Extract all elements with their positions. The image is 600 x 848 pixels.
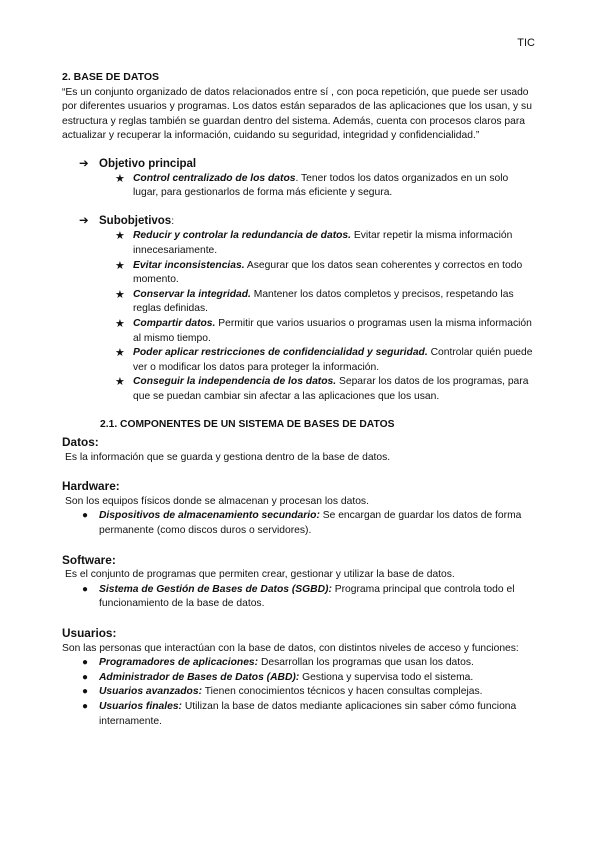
item-bold: Compartir datos. xyxy=(133,317,216,329)
item-text: Se encargan de guardar los datos de forma permanente (como discos duros o servidores). xyxy=(99,510,522,537)
document-body xyxy=(62,70,536,729)
star-bullet-icon: ★ xyxy=(115,317,125,330)
item-bold: Conseguir la independencia de los datos. xyxy=(133,376,337,388)
list-item xyxy=(62,671,536,686)
item-text: Desarrollan los programas que usan los datos. xyxy=(258,657,474,669)
list-item xyxy=(62,259,536,288)
bullet-icon: ● xyxy=(82,686,89,698)
arrow-icon: ➔ xyxy=(79,214,89,227)
subobjectives-heading xyxy=(62,214,536,230)
bullet-icon: ● xyxy=(82,657,89,669)
hardware-text: Son los equipos físicos donde se almacenan y procesan los datos. xyxy=(65,495,369,507)
item-text: Mantener los datos completos y precisos, respetando las reglas definidas. xyxy=(133,288,514,315)
bullet-icon: ● xyxy=(82,583,89,595)
star-bullet-icon: ★ xyxy=(115,376,125,389)
item-bold: Dispositivos de almacenamiento secundario: xyxy=(99,510,320,522)
item-text: Programa principal que controla todo el funcionamiento de la base de datos. xyxy=(99,583,515,610)
usuarios-heading: Usuarios: xyxy=(62,626,117,640)
item-text: Evitar repetir la misma información innecesariamente. xyxy=(133,230,513,256)
page-header-label: TIC xyxy=(517,37,535,49)
hardware-list xyxy=(62,509,536,538)
section-title: 2. BASE DE DATOS xyxy=(62,71,160,83)
item-bold: Control centralizado de los datos xyxy=(133,172,296,184)
item-text: Controlar quién puede ver o modificar los datos para proteger la información. xyxy=(133,347,533,373)
star-bullet-icon: ★ xyxy=(115,259,125,272)
section-intro: “Es un conjunto organizado de datos relacionados entre sí , con poca repetición, que puede ser usado por diferentes usuarios y programas. Los datos están separados de las aplicaciones que los usan, y su estructura y reglas también se guardan dentro del sistema. Además, cuenta con procesos claros para actualizar y recuperar la información, cuidando su seguridad, integridad y confidencialidad.” xyxy=(62,86,532,142)
list-item xyxy=(62,346,536,375)
bullet-icon: ● xyxy=(82,700,89,712)
item-text: Separar los datos de los programas, para que se puedan cambiar sin afectar a las aplicaciones que los usan. xyxy=(133,376,529,402)
software-list xyxy=(62,583,536,612)
item-text: Asegurar que los datos sean coherentes y correctos en todo momento. xyxy=(133,259,523,286)
list-item xyxy=(62,509,536,538)
list-item xyxy=(62,229,536,258)
item-bold: Evitar inconsistencias. xyxy=(133,259,245,271)
item-bold: Poder aplicar restricciones de confidencialidad y seguridad. xyxy=(133,347,428,359)
item-bold: Usuarios avanzados: xyxy=(99,686,203,698)
list-item xyxy=(62,375,536,404)
bullet-icon: ● xyxy=(82,671,89,683)
item-bold: Usuarios finales: xyxy=(99,700,182,712)
item-bold: Programadores de aplicaciones: xyxy=(99,657,259,669)
usuarios-list xyxy=(62,656,536,729)
item-bold: Conservar la integridad. xyxy=(133,288,251,300)
item-bold: Sistema de Gestión de Bases de Datos (SGBD): xyxy=(99,583,332,595)
subobjectives-title: Subobjetivos xyxy=(99,214,172,227)
list-item xyxy=(62,700,536,729)
datos-text: Es la información que se guarda y gestiona dentro de la base de datos. xyxy=(65,451,391,463)
list-item xyxy=(62,583,536,612)
subobjectives-colon: : xyxy=(171,215,175,227)
usuarios-text: Son las personas que interactúan con la base de datos, con distintos niveles de acceso y funciones: xyxy=(62,642,519,654)
objective-heading xyxy=(62,157,536,172)
item-text: . Tener todos los datos organizados en un solo lugar, para gestionarlos de forma más eficiente y segura. xyxy=(133,172,509,199)
item-text: Gestiona y supervisa todo el sistema. xyxy=(299,671,474,683)
star-bullet-icon: ★ xyxy=(115,347,125,360)
item-text: Permitir que varios usuarios o programas usen la misma información al mismo tiempo. xyxy=(133,317,532,344)
software-text: Es el conjunto de programas que permiten crear, gestionar y utilizar la base de datos. xyxy=(65,569,455,581)
software-heading: Software: xyxy=(62,552,116,567)
star-bullet-icon: ★ xyxy=(115,172,125,185)
subobjectives-list xyxy=(62,229,536,404)
components-title: 2.1. COMPONENTES DE UN SISTEMA DE BASES DE DATOS xyxy=(100,419,395,431)
objective-list xyxy=(62,172,536,201)
objective-title: Objetivo principal xyxy=(99,157,197,170)
arrow-icon: ➔ xyxy=(79,157,89,170)
item-text: Tienen conocimientos técnicos y hacen consultas complejas. xyxy=(202,686,483,698)
list-item xyxy=(62,656,536,671)
item-bold: Reducir y controlar la redundancia de datos. xyxy=(133,230,352,242)
item-bold: Administrador de Bases de Datos (ABD): xyxy=(99,671,300,683)
list-item xyxy=(62,317,536,346)
hardware-heading: Hardware: xyxy=(62,479,120,494)
list-item xyxy=(62,685,536,700)
item-text: Utilizan la base de datos mediante aplicaciones sin saber cómo funciona internamente. xyxy=(99,700,517,727)
star-bullet-icon: ★ xyxy=(115,230,125,243)
star-bullet-icon: ★ xyxy=(115,288,125,301)
list-item xyxy=(62,172,536,201)
datos-heading: Datos: xyxy=(62,435,99,450)
bullet-icon: ● xyxy=(82,510,89,522)
list-item xyxy=(62,288,536,317)
